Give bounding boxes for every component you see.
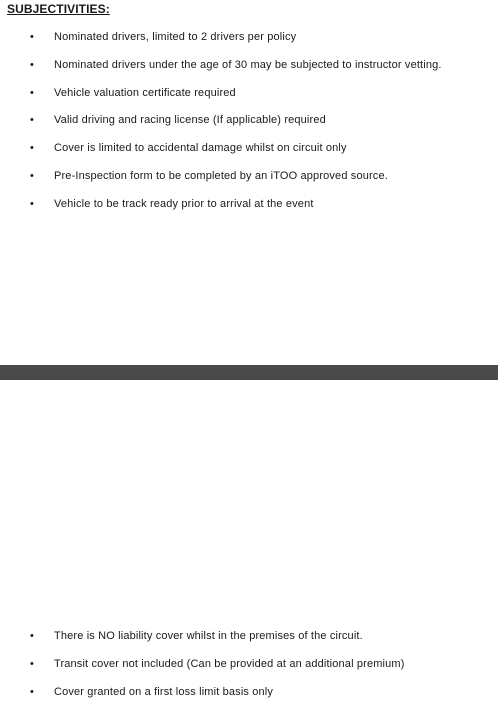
list-item-text: Transit cover not included (Can be provided at an additional premium) xyxy=(54,657,405,670)
list-item xyxy=(0,28,498,56)
list-item-text: Vehicle valuation certificate required xyxy=(54,86,236,99)
bullet-icon: • xyxy=(30,142,34,155)
list-item-text: Pre-Inspection form to be completed by an iTOO approved source. xyxy=(54,169,388,182)
list-item-text: Cover is limited to accidental damage whilst on circuit only xyxy=(54,142,347,155)
bullet-icon: • xyxy=(30,685,34,698)
bullet-icon: • xyxy=(30,114,34,127)
page-separator xyxy=(0,365,498,380)
list-item-text: Vehicle to be track ready prior to arrival at the event xyxy=(54,197,314,210)
list-item xyxy=(0,139,498,167)
list-item xyxy=(0,655,498,683)
bullet-icon: • xyxy=(30,630,34,642)
subjectivities-list xyxy=(0,28,498,223)
list-item-text: Valid driving and racing license (If applicable) required xyxy=(54,114,326,127)
bullet-icon: • xyxy=(30,657,34,670)
list-item xyxy=(0,683,498,711)
list-item-text: Cover granted on a first loss limit basis only xyxy=(54,685,274,698)
list-item-text: Nominated drivers, limited to 2 drivers per policy xyxy=(54,31,297,43)
subjectivities-list-continued xyxy=(0,627,498,710)
list-item xyxy=(0,627,498,655)
list-item-text: There is NO liability cover whilst in the premises of the circuit. xyxy=(54,630,363,642)
list-item xyxy=(0,111,498,139)
list-item xyxy=(0,195,498,223)
section-heading: SUBJECTIVITIES: xyxy=(7,2,110,16)
bullet-icon: • xyxy=(30,86,34,99)
bullet-icon: • xyxy=(30,31,34,43)
list-item-text: Nominated drivers under the age of 30 may be subjected to instructor vetting. xyxy=(54,58,442,71)
list-item xyxy=(0,167,498,195)
bullet-icon: • xyxy=(30,169,34,182)
bullet-icon: • xyxy=(30,197,34,210)
list-item xyxy=(0,56,498,84)
bullet-icon: • xyxy=(30,58,34,71)
list-item xyxy=(0,84,498,112)
